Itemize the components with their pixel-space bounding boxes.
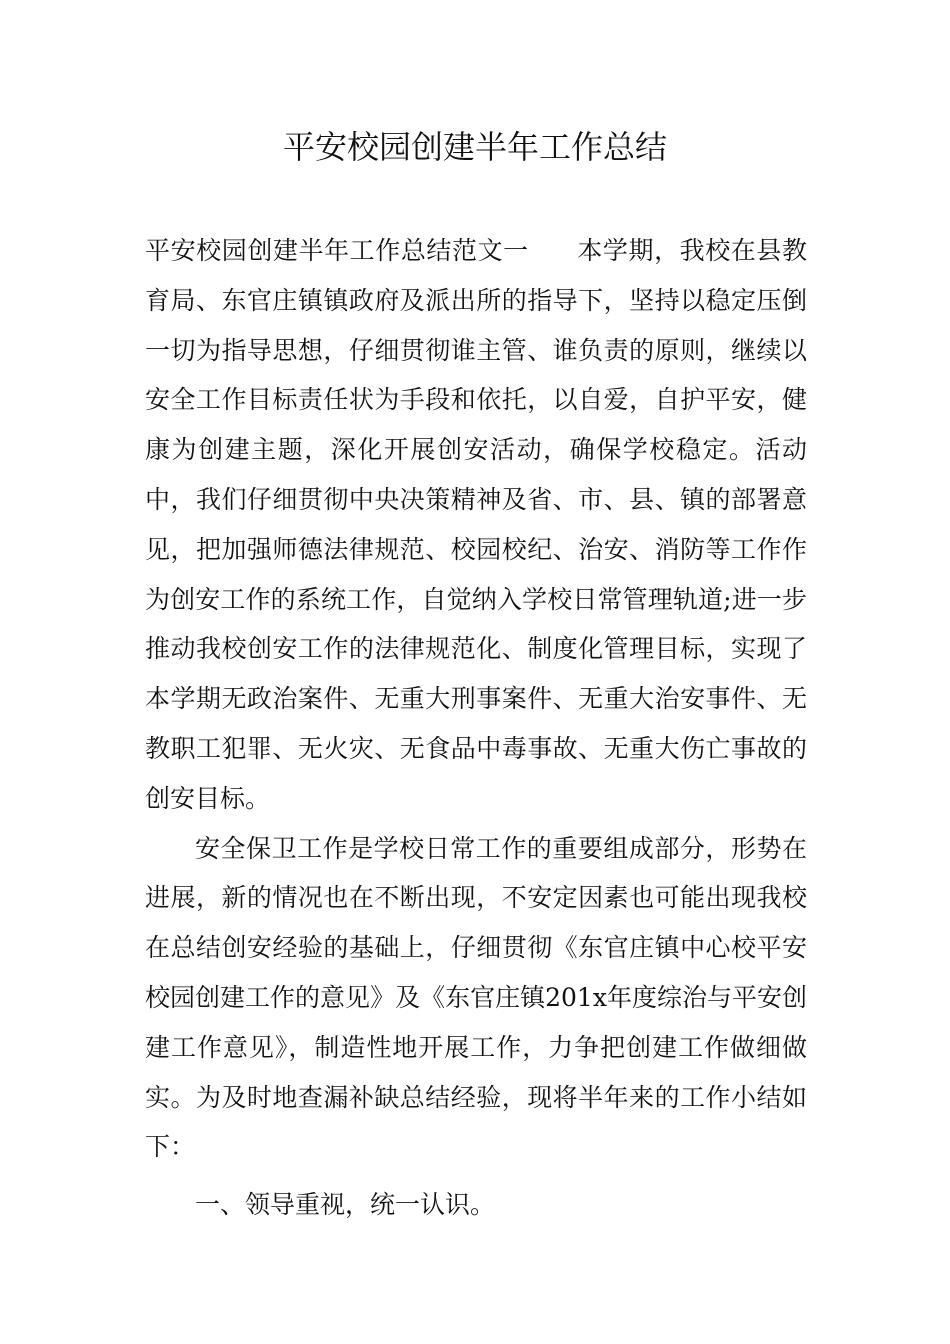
document-body <box>145 226 807 1230</box>
paragraph-intro <box>145 226 807 824</box>
section-heading-1 <box>145 1180 807 1230</box>
paragraph-lead: 平安校园创建半年工作总结范文一 <box>145 236 529 265</box>
paragraph-text: 本学期，我校在县教育局、东官庄镇镇政府及派出所的指导下，坚持以稳定压倒一切为指导思想，仔细贯彻谁主管、谁负责的原则，继续以安全工作目标责任状为手段和依托，以自爱，自护平安，健康为创建主题，深化开展创安活动，确保学校稳定。活动中，我们仔细贯彻中央决策精神及省、市、县、镇的部署意见，把加强师德法律规范、校园校纪、治安、消防等工作作为创安工作的系统工作，自觉纳入学校日常管理轨道;进一步推动我校创安工作的法律规范化、制度化管理目标，实现了本学期无政治案件、无重大刑事案件、无重大治安事件、无教职工犯罪、无火灾、无食品中毒事故、无重大伤亡事故的创安目标。 <box>145 236 807 813</box>
document-title: 平安校园创建半年工作总结 <box>282 128 667 166</box>
paragraph-text: 一、领导重视，统一认识。 <box>195 1190 496 1220</box>
paragraph-security-work <box>145 824 807 1173</box>
paragraph-text: 安全保卫工作是学校日常工作的重要组成部分，形势在进展，新的情况也在不断出现，不安定因素也可能出现我校在总结创安经验的基础上，仔细贯彻《东官庄镇中心校平安校园创建工作的意见》及《东官庄镇201x年度综治与平安创建工作意见》，制造性地开展工作，力争把创建工作做细做实。为及时地查漏补缺总结经验，现将半年来的工作小结如下： <box>145 833 807 1162</box>
